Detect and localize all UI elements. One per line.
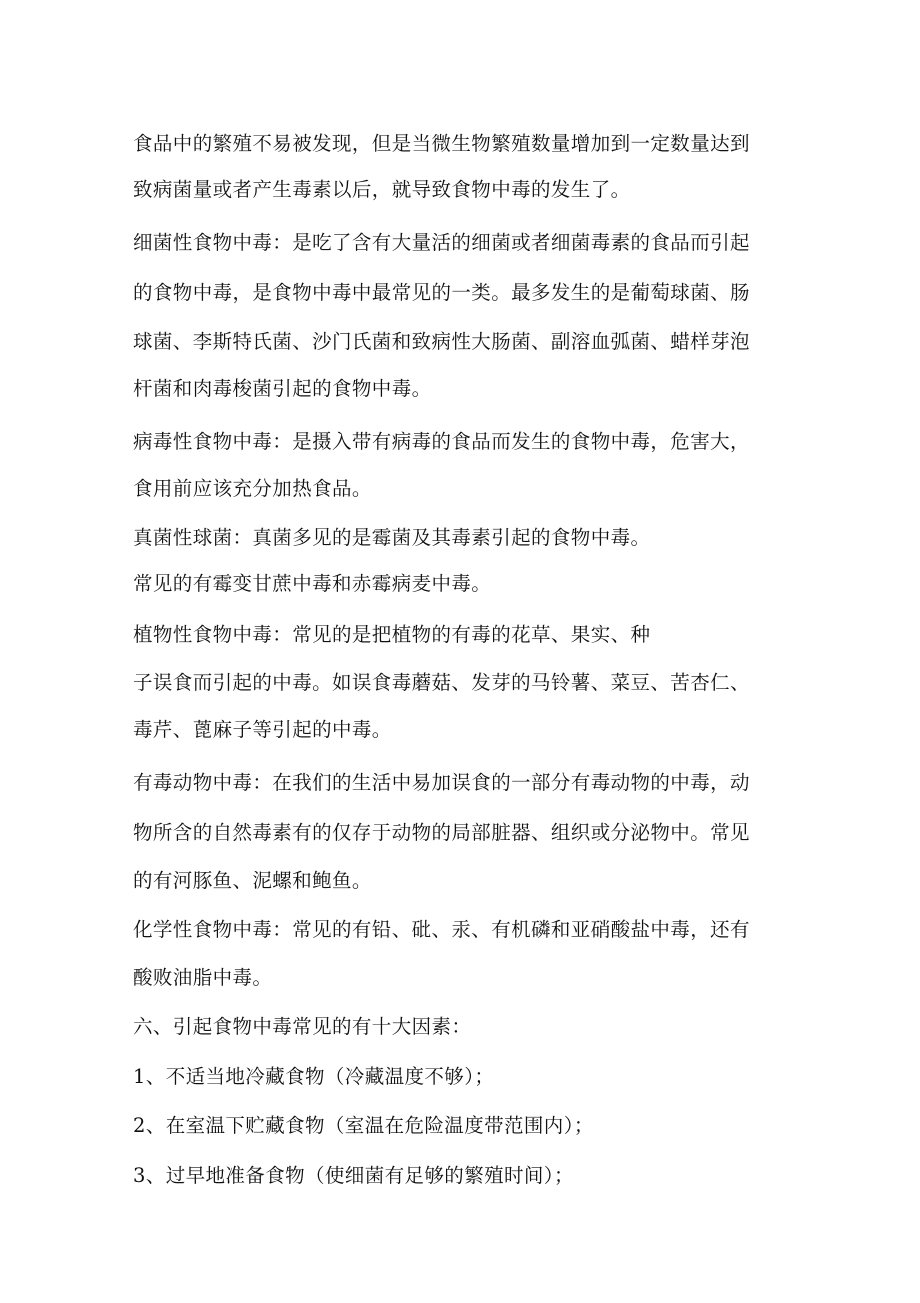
text-line: 球菌、李斯特氏菌、沙门氏菌和致病性大肠菌、副溶血弧菌、蜡样芽泡	[133, 330, 750, 353]
text-line: 子误食而引起的中毒。如误食毒蘑菇、发芽的马铃薯、菜豆、苦杏仁、	[133, 671, 750, 694]
text-line: 化学性食物中毒：常见的有铅、砒、汞、有机磷和亚硝酸盐中毒，还有	[133, 918, 750, 941]
text-line: 物所含的自然毒素有的仅存于动物的局部脏器、组织或分泌物中。常见	[133, 821, 750, 844]
text-line: 的有河豚鱼、泥螺和鲍鱼。	[133, 869, 372, 892]
text-line: 酸败油脂中毒。	[133, 966, 273, 989]
text-line: 食用前应该充分加热食品。	[133, 477, 372, 500]
text-line: 毒芹、蓖麻子等引起的中毒。	[133, 718, 392, 741]
text-line: 细菌性食物中毒：是吃了含有大量活的细菌或者细菌毒素的食品而引起	[133, 231, 750, 254]
text-line: 的食物中毒，是食物中毒中最常见的一类。最多发生的是葡萄球菌、肠	[133, 281, 750, 304]
text-line: 植物性食物中毒：常见的是把植物的有毒的花草、果实、种	[133, 623, 651, 646]
text-line: 病毒性食物中毒：是摄入带有病毒的食品而发生的食物中毒，危害大，	[133, 430, 750, 453]
text-line: 常见的有霉变甘蔗中毒和赤霉病麦中毒。	[133, 572, 492, 595]
text-line: 1、不适当地冷藏食物（冷藏温度不够）；	[133, 1065, 495, 1088]
text-line: 食品中的繁殖不易被发现，但是当微生物繁殖数量增加到一定数量达到	[133, 132, 750, 155]
text-line: 有毒动物中毒：在我们的生活中易加误食的一部分有毒动物的中毒，动	[133, 771, 750, 794]
text-line: 真菌性球菌：真菌多见的是霉菌及其毒素引起的食物中毒。	[133, 526, 651, 549]
text-line: 致病菌量或者产生毒素以后，就导致食物中毒的发生了。	[133, 178, 631, 201]
text-line: 2、在室温下贮藏食物（室温在危险温度带范围内）；	[133, 1114, 594, 1137]
text-line: 杆菌和肉毒梭菌引起的食物中毒。	[133, 377, 432, 400]
text-line: 3、过早地准备食物（使细菌有足够的繁殖时间）；	[133, 1164, 574, 1187]
text-line: 六、引起食物中毒常见的有十大因素：	[133, 1015, 472, 1038]
